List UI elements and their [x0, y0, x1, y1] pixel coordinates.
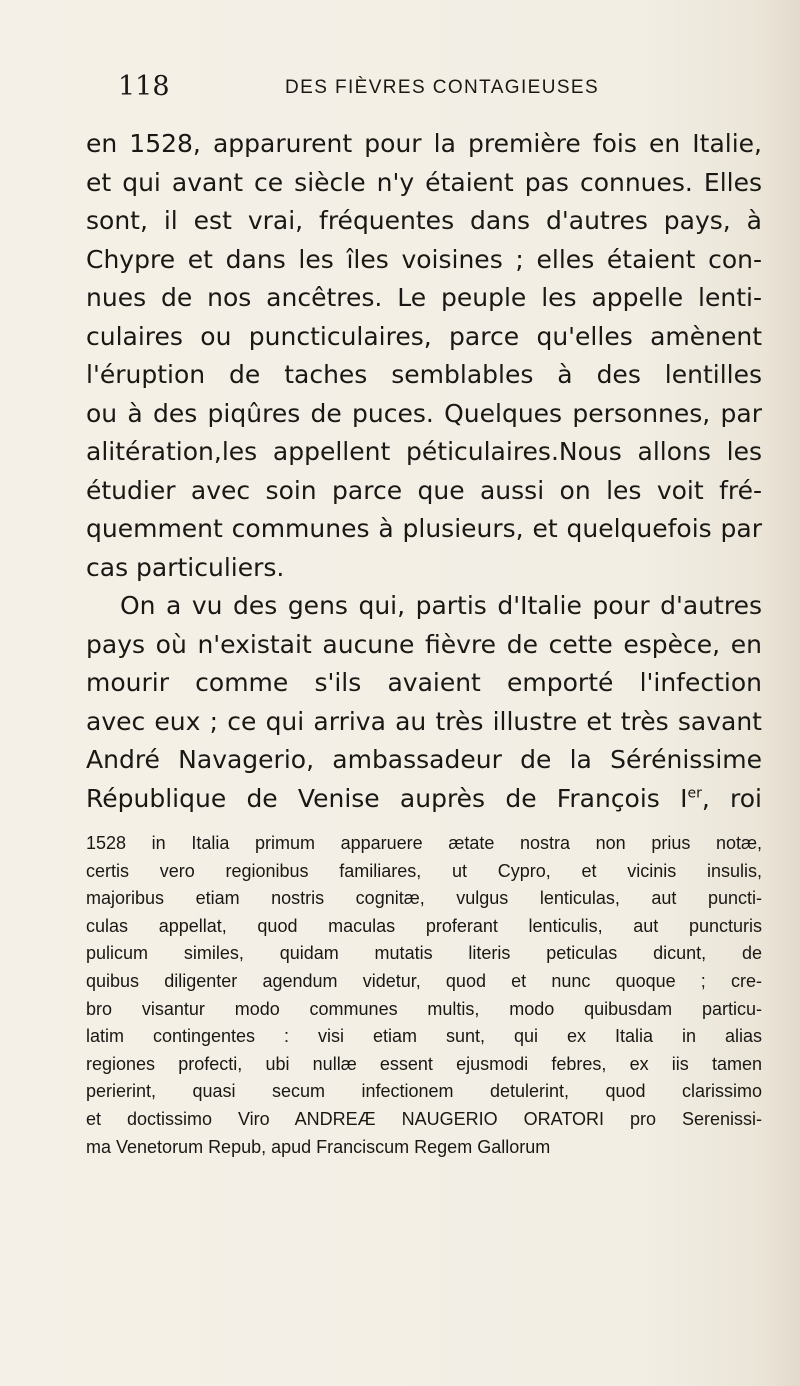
text-line: l'éruption de taches semblables à des lentilles — [86, 360, 762, 389]
footnote-line: culas appellat, quod maculas proferant lenticulis, aut puncturis — [86, 915, 762, 936]
footnote-line: majoribus etiam nostris cognitæ, vulgus lenticulas, aut puncti- — [86, 888, 762, 909]
footnote-line: et doctissimo Viro ANDREÆ NAUGERIO ORATORI pro Serenissi- — [86, 1108, 762, 1129]
footnote-line: 1528 in Italia primum apparuere ætate nostra non prius notæ, — [86, 833, 762, 853]
footnote-line: ma Venetorum Repub, apud Franciscum Regem Gallorum — [86, 1136, 551, 1157]
main-text-block — [86, 125, 762, 818]
text-line: quemment communes à plusieurs, et quelquefois par — [86, 514, 762, 543]
text-segment: République de Venise auprès de François I — [86, 783, 688, 813]
footnote-line: quibus diligenter agendum videtur, quod et nunc quoque ; cre- — [86, 970, 762, 991]
text-line-with-superscript — [86, 780, 762, 819]
footnote-line: latim contingentes : visi etiam sunt, qui ex Italia in alias — [86, 1026, 762, 1047]
running-title: DES FIÈVRES CONTAGIEUSES — [285, 77, 600, 98]
text-line: ou à des piqûres de puces. Quelques personnes, par — [86, 398, 762, 428]
text-line: On a vu des gens qui, partis d'Italie pour d'autres — [120, 591, 762, 620]
text-line: alitération,les appellent péticulaires.Nous allons les — [86, 437, 762, 466]
text-line: et qui avant ce siècle n'y étaient pas connues. Elles — [86, 167, 762, 197]
text-line: en 1528, apparurent pour la première fois en Italie, — [86, 129, 762, 158]
text-line: mourir comme s'ils avaient emporté l'infection — [86, 668, 762, 697]
text-line: André Navagerio, ambassadeur de la Sérénissime — [86, 745, 762, 774]
text-line: avec eux ; ce qui arriva au très illustre et très savant — [86, 706, 762, 736]
text-line: cas particuliers. — [86, 552, 285, 582]
text-line: sont, il est vrai, fréquentes dans d'autres pays, à — [86, 206, 762, 235]
ordinal-superscript: er — [687, 785, 702, 802]
footnote-line: pulicum similes, quidam mutatis literis peticulas dicunt, de — [86, 943, 762, 964]
latin-footnote — [86, 830, 762, 1161]
footnote-line: perierint, quasi secum infectionem detulerint, quod clarissimo — [86, 1081, 762, 1102]
text-line: nues de nos ancêtres. Le peuple les appelle lenti- — [86, 283, 762, 312]
page-header — [118, 70, 758, 110]
text-segment: , roi — [701, 783, 762, 813]
text-line: Chypre et dans les îles voisines ; elles étaient con- — [86, 244, 762, 274]
footnote-line: bro visantur modo communes multis, modo quibusdam particu- — [86, 998, 762, 1019]
text-line: pays où n'existait aucune fièvre de cette espèce, en — [86, 629, 762, 659]
footnote-line: certis vero regionibus familiares, ut Cypro, et vicinis insulis, — [86, 860, 762, 881]
page-number: 118 — [118, 71, 170, 102]
text-line: étudier avec soin parce que aussi on les voit fré- — [86, 475, 762, 505]
text-line: culaires ou puncticulaires, parce qu'elles amènent — [86, 321, 762, 351]
footnote-line: regiones profecti, ubi nullæ essent ejusmodi febres, ex iis tamen — [86, 1053, 762, 1074]
